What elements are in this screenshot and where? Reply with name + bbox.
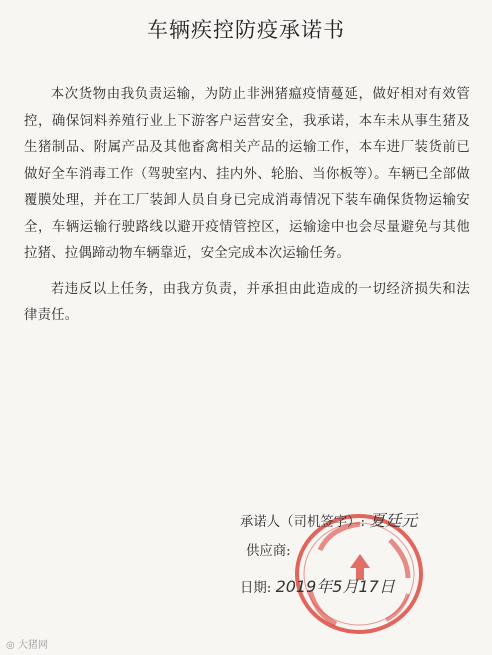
paragraph-commitment: 本次货物由我负责运输，为防止非洲猪瘟疫情蔓延，做好相对有效管控，确保饲料养殖行业上下游客户运营安全，我承诺，本车未从事生猪及生猪制品、附属产品及其他畜禽相关产品的运输工作，本车进厂装货前已做好全车消毒工作（驾驶室内、挂内外、轮胎、当你板等）。车辆已全部做覆膜处理，并在工厂装卸人员自身已完成消毒情况下装车确保货物运输安全，车辆运输行驶路线以避开疫情管控区，运输途中也会尽量避免与其他拉猪、拉偶蹄动物车辆靠近，安全完成本次运输任务。 [24, 87, 470, 261]
handwritten-date: 2019年5月17日 [275, 577, 395, 596]
promisor-label: 承诺人（司机签字）: [240, 515, 366, 530]
supplier-row [246, 540, 291, 559]
document-body [24, 82, 470, 339]
date-row [240, 574, 395, 597]
promisor-row [240, 508, 417, 531]
date-label: 日期: [240, 581, 272, 596]
watermark-logo-icon: ◎ [6, 640, 15, 651]
paragraph-liability: 若违反以上任务，由我方负责，并承担由此造成的一切经济损失和法律责任。 [24, 281, 470, 323]
supplier-label: 供应商: [246, 544, 291, 559]
driver-signature: 夏廷元 [369, 511, 418, 530]
site-watermark [6, 636, 48, 651]
watermark-text: 大猪网 [17, 640, 48, 651]
document-title: 车辆疾控防疫承诺书 [147, 18, 345, 42]
